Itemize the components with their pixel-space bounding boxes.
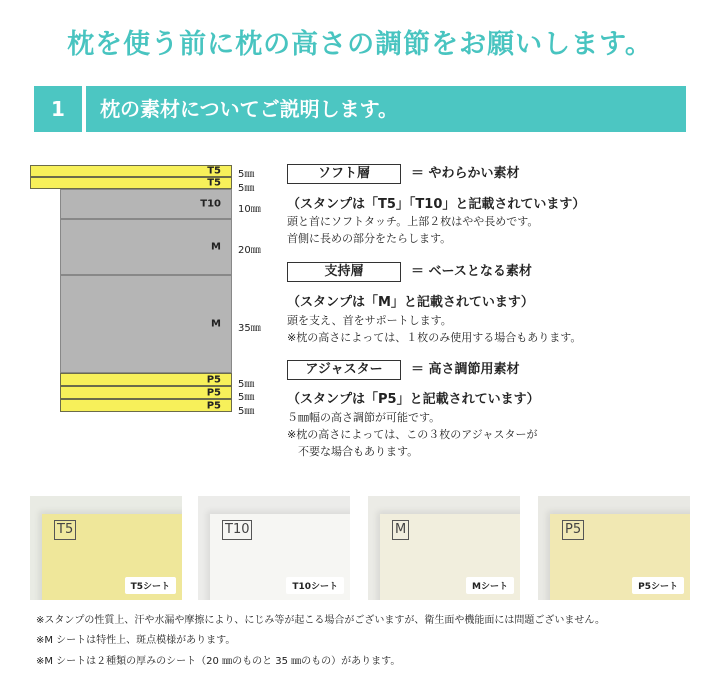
support-layer-heading [287, 262, 707, 284]
photo-t10 [198, 496, 350, 600]
soft-layer-line: 頭と首にソフトタッチ。上部２枚はやや長めです。 [287, 215, 539, 228]
layer-thickness: 10㎜ [238, 204, 261, 215]
layer-diagram [30, 165, 270, 417]
photo-label: P5シート [632, 577, 684, 594]
layer-m-35 [60, 275, 232, 373]
footnote: ※スタンプの性質上、汗や水漏や摩擦により、にじみ等が起こる場合がございますが、衛生面や機能面には問題ございません。 [36, 615, 605, 626]
soft-layer-box: ソフト層 [287, 164, 401, 184]
sheet-photos [30, 496, 690, 600]
layer-label: T10 [200, 198, 221, 210]
layer-thickness: 20㎜ [238, 245, 261, 256]
footnote: ※M シートは２種類の厚みのシート（20 ㎜のものと 35 ㎜のもの）があります。 [36, 656, 401, 667]
support-layer-line: ※枕の高さによっては、１枚のみ使用する場合もあります。 [287, 331, 582, 344]
layer-label: P5 [206, 374, 221, 385]
soft-layer-heading [287, 164, 707, 186]
photo-label: T10シート [286, 577, 344, 594]
soft-layer-stamp: （スタンプは「T5」「T10」と記載されています） [287, 197, 586, 212]
support-layer-stamp: （スタンプは「M」と記載されています） [287, 295, 534, 310]
layer-m-20 [60, 219, 232, 275]
adjuster-box: アジャスター [287, 360, 401, 380]
layer-p5-2 [60, 386, 232, 399]
photo-m [368, 496, 520, 600]
soft-layer-eq: ＝ やわらかい素材 [411, 166, 520, 181]
layer-p5-3 [60, 399, 232, 412]
adjuster-line: 不要な場合もあります。 [287, 445, 419, 458]
section-header [34, 86, 686, 132]
layer-thickness: 35㎜ [238, 323, 261, 334]
adjuster-eq: ＝ 高さ調節用素材 [411, 362, 520, 377]
footnote: ※M シートは特性上、斑点模様があります。 [36, 635, 236, 646]
adjuster-line: ５㎜幅の高さ調節が可能です。 [287, 411, 441, 424]
adjuster-line: ※枕の高さによっては、この３枚のアジャスターが [287, 428, 538, 441]
layer-label: P5 [206, 400, 221, 411]
section-divider [82, 86, 86, 132]
support-layer-box: 支持層 [287, 262, 401, 282]
photo-t5 [30, 496, 182, 600]
layer-thickness: 5㎜ [238, 169, 255, 180]
stamp-mark: T5 [54, 520, 76, 540]
photo-p5 [538, 496, 690, 600]
layer-label: M [211, 241, 221, 253]
stamp-mark: T10 [222, 520, 252, 540]
page-title: 枕を使う前に枕の高さの調節をお願いします。 [67, 29, 653, 60]
stamp-mark: M [392, 520, 409, 540]
layer-label: T5 [207, 165, 221, 177]
support-layer-eq: ＝ ベースとなる素材 [411, 264, 532, 279]
layer-thickness: 5㎜ [238, 392, 255, 403]
soft-layer-line: 首側に長めの部分をたらします。 [287, 232, 452, 245]
layer-label: M [211, 318, 221, 330]
layer-thickness: 5㎜ [238, 379, 255, 390]
photo-label: Mシート [466, 577, 514, 594]
section-number: 1 [51, 97, 65, 121]
stamp-mark: P5 [562, 520, 584, 540]
photo-label: T5シート [125, 577, 176, 594]
layer-t5-1 [30, 165, 232, 177]
layer-t10 [60, 189, 232, 219]
section-label: 枕の素材についてご説明します。 [100, 97, 398, 121]
layer-label: P5 [206, 387, 221, 398]
adjuster-heading [287, 360, 707, 382]
layer-p5-1 [60, 373, 232, 386]
layer-thickness: 5㎜ [238, 406, 255, 417]
adjuster-stamp: （スタンプは「P5」と記載されています） [287, 392, 540, 407]
layer-thickness: 5㎜ [238, 183, 255, 194]
layer-label: T5 [207, 177, 221, 189]
layer-t5-2 [30, 177, 232, 189]
support-layer-line: 頭を支え、首をサポートします。 [287, 314, 452, 327]
